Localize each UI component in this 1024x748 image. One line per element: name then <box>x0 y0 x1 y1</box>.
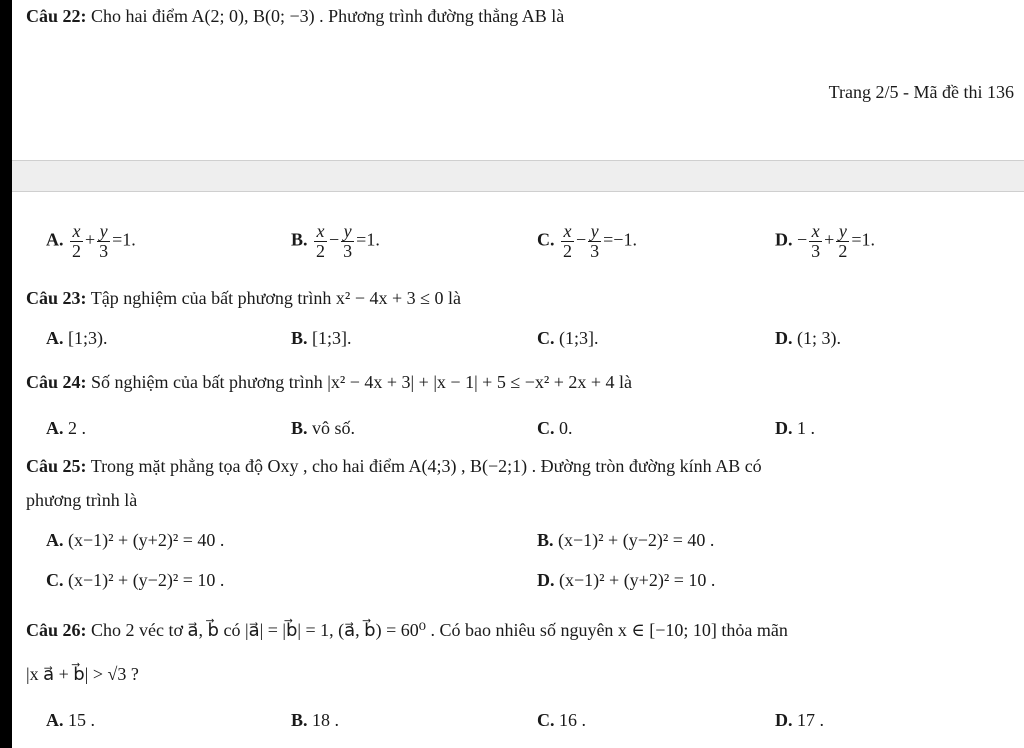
page-upper <box>12 0 1024 160</box>
question-label: Câu 22: <box>26 6 87 26</box>
question-25-cont: phương trình là <box>26 490 138 510</box>
left-dark-edge <box>0 0 12 748</box>
q25-option-d: D. (x−1)² + (y+2)² = 10 . <box>537 570 716 590</box>
question-22 <box>26 6 564 27</box>
q26-option-a: A. 15 . <box>46 710 95 730</box>
q23-option-a: A. [1;3). <box>46 328 108 348</box>
q25-option-b: B. (x−1)² + (y−2)² = 40 . <box>537 530 715 550</box>
q23-option-d: D. (1; 3). <box>775 328 841 348</box>
q26-option-d: D. 17 . <box>775 710 824 730</box>
question-text: Cho hai điểm A(2; 0), B(0; −3) . Phương trình đường thẳng AB là <box>91 6 565 26</box>
q22-option-b: B. $\frac{x}{2}$ − $\frac{y}{3}$ =1. <box>291 221 380 261</box>
q22-option-a: A. $\frac{x}{2}$ + $\frac{y}{3}$ =1. <box>46 221 136 261</box>
q26-option-b: B. 18 . <box>291 710 340 730</box>
q24-option-c: C. 0. <box>537 418 573 438</box>
page-footer: Trang 2/5 - Mã đề thi 136 <box>828 82 1014 102</box>
q23-option-b: B. [1;3]. <box>291 328 352 348</box>
q22-option-c: C. $\frac{x}{2}$ − $\frac{y}{3}$ =−1. <box>537 221 637 261</box>
q24-option-b: B. vô số. <box>291 418 356 438</box>
q25-option-c: C. (x−1)² + (y−2)² = 10 . <box>46 570 225 590</box>
question-26: Câu 26: Cho 2 véc tơ a⃗, b⃗ có |a⃗| = |b⃗| = 1, (a⃗, b⃗) = 60⁰ . Có bao nhiêu số nguyên x ∈ [−10; 10] thỏa mãn <box>26 620 788 640</box>
question-24: Câu 24: Số nghiệm của bất phương trình |x² − 4x + 3| + |x − 1| + 5 ≤ −x² + 2x + 4 là <box>26 372 633 392</box>
q22-option-d: D. − $\frac{x}{3}$ + $\frac{y}{2}$ =1. <box>775 221 875 261</box>
q24-option-a: A. 2 . <box>46 418 86 438</box>
q24-option-d: D. 1 . <box>775 418 815 438</box>
question-23: Câu 23: Tập nghiệm của bất phương trình x² − 4x + 3 ≤ 0 là <box>26 288 461 308</box>
question-25: Câu 25: Trong mặt phẳng tọa độ Oxy , cho hai điểm A(4;3) , B(−2;1) . Đường tròn đường kính AB có <box>26 456 762 476</box>
q26-option-c: C. 16 . <box>537 710 586 730</box>
page-lower <box>12 190 1024 748</box>
page-break <box>12 160 1024 192</box>
question-26-cont: |x a⃗ + b⃗| > √3 ? <box>26 664 139 684</box>
q25-option-a: A. (x−1)² + (y+2)² = 40 . <box>46 530 225 550</box>
q23-option-c: C. (1;3]. <box>537 328 599 348</box>
